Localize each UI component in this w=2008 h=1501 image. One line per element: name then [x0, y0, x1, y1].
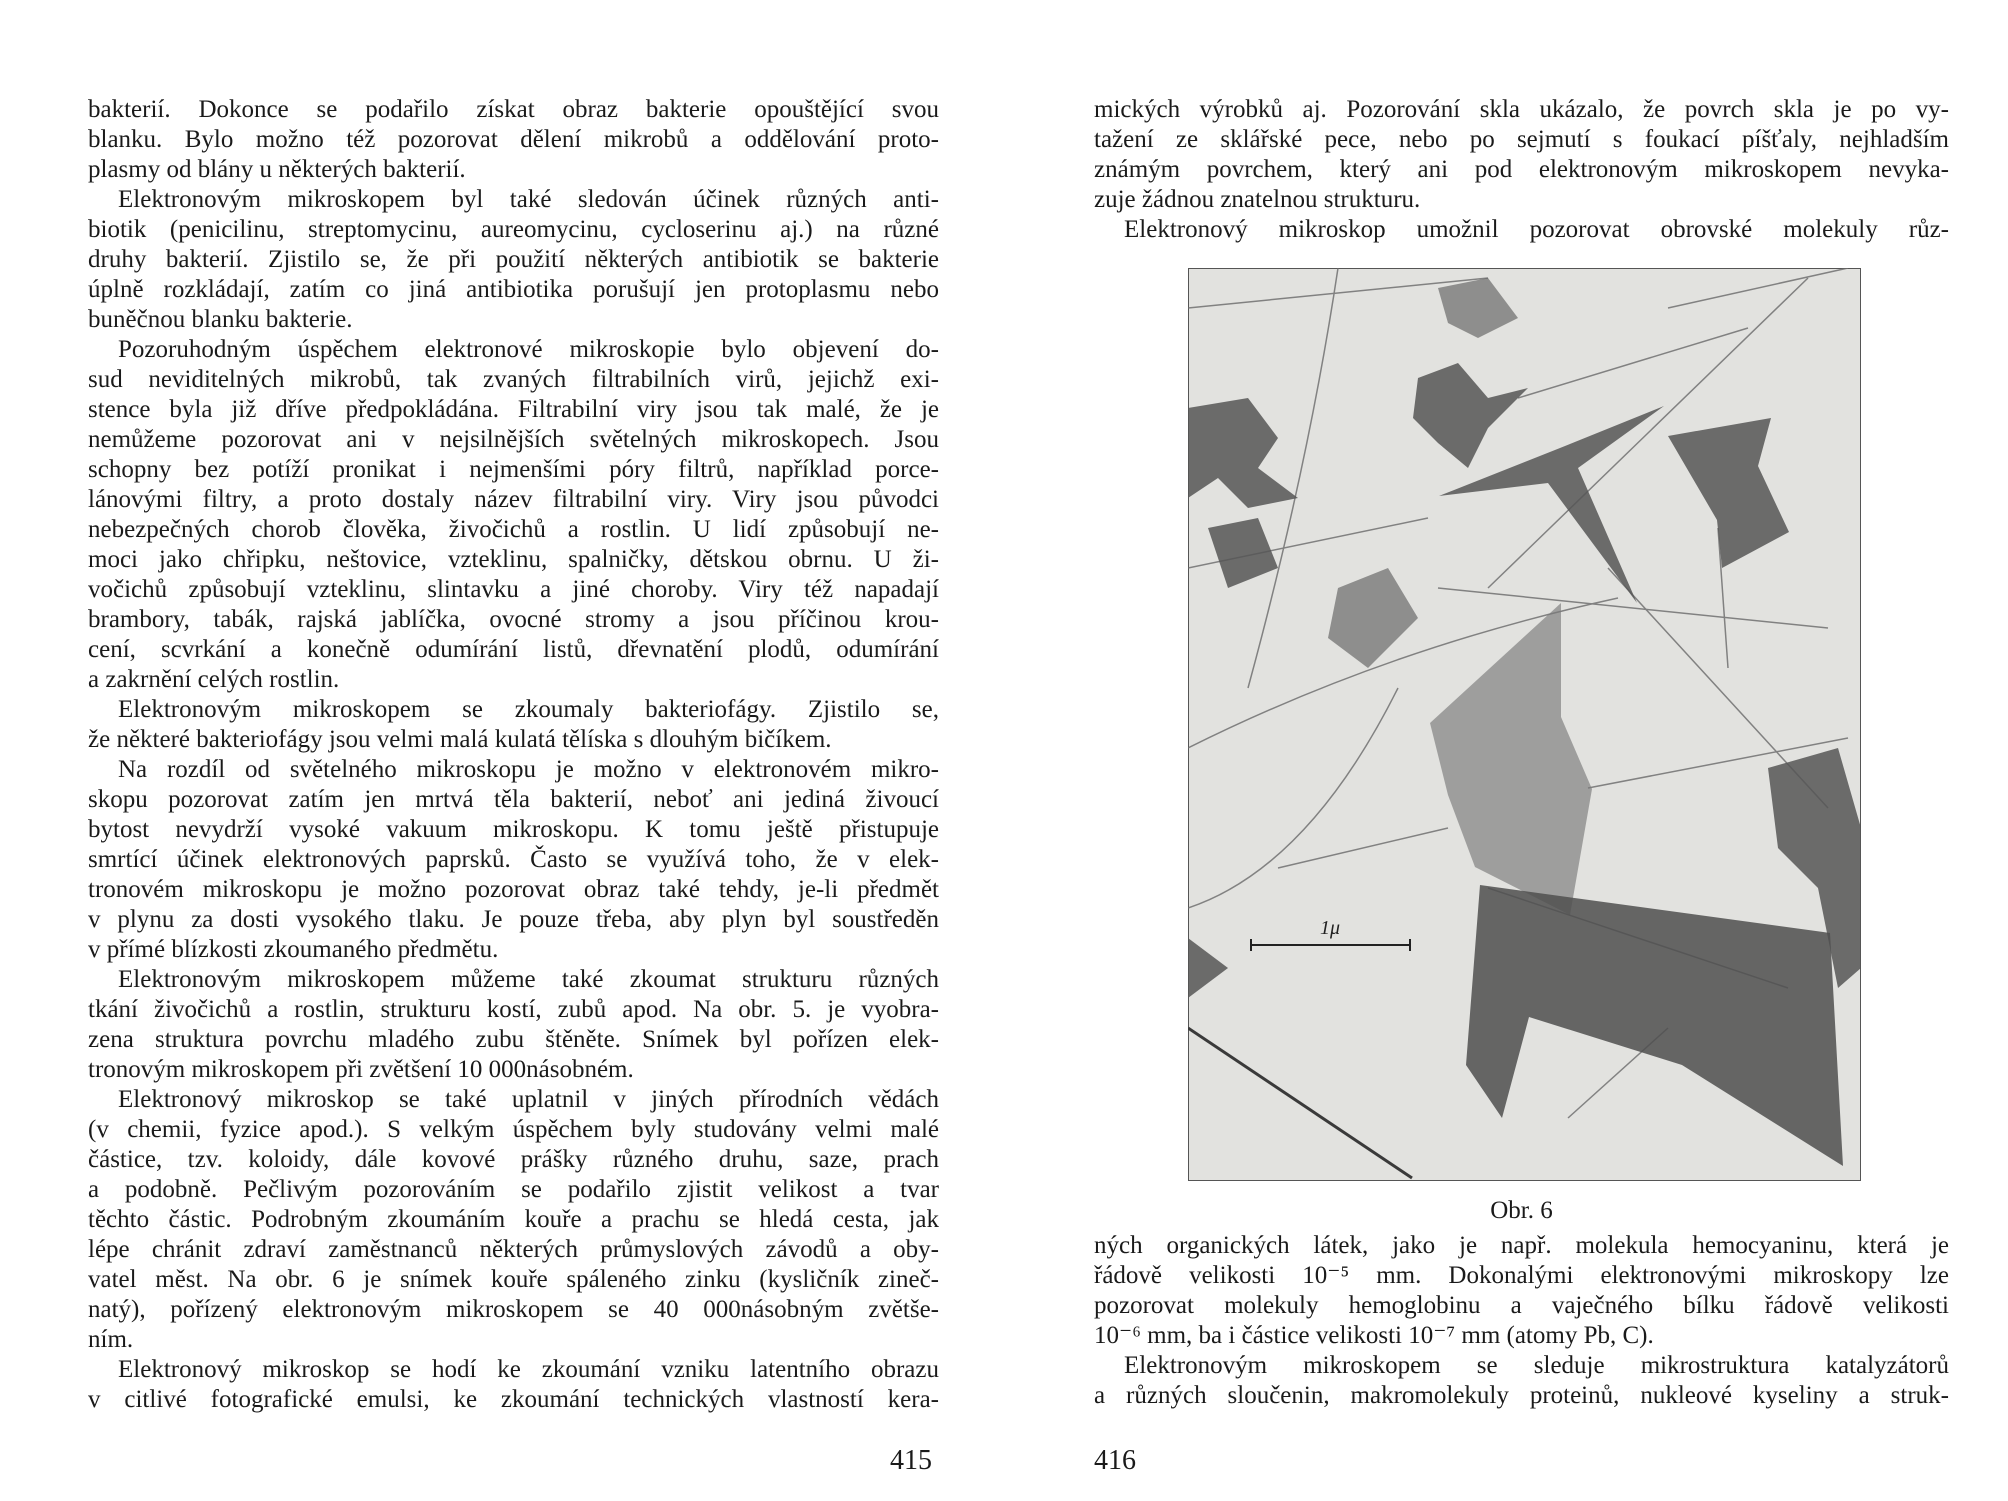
text-line: v citlivé fotografické emulsi, ke zkoumání technických vlastností kera- [88, 1386, 939, 1413]
text-line: tkání živočichů a rostlin, strukturu kostí, zubů apod. Na obr. 5. je vyobra- [88, 996, 939, 1023]
text-line: tronovým mikroskopem při zvětšení 10 000násobném. [88, 1056, 634, 1083]
text-line: Elektronovým mikroskopem můžeme také zkoumat strukturu různých [118, 966, 939, 993]
page-number-left: 415 [890, 1445, 932, 1476]
text-line: brambory, tabák, rajská jablíčka, ovocné stromy a jsou příčinou krou- [88, 606, 939, 633]
zinc-oxide-smoke-image [1188, 268, 1861, 1181]
text-line: 10⁻⁶ mm, ba i částice velikosti 10⁻⁷ mm (atomy Pb, C). [1094, 1322, 1654, 1349]
text-line: ných organických látek, jako je např. molekula hemocyaninu, která je [1094, 1232, 1949, 1259]
text-line: Elektronový mikroskop umožnil pozorovat obrovské molekuly růz- [1124, 216, 1949, 243]
text-line: těchto částic. Podrobným zkoumáním kouře a prachu se hledá cesta, jak [88, 1206, 939, 1233]
text-line: Pozoruhodným úspěchem elektronové mikroskopie bylo objevení do- [118, 336, 939, 363]
text-line: v plynu za dosti vysokého tlaku. Je pouze třeba, aby plyn byl soustředěn [88, 906, 939, 933]
text-line: Elektronovým mikroskopem se sleduje mikrostruktura katalyzátorů [1124, 1352, 1949, 1379]
text-line: v přímé blízkosti zkoumaného předmětu. [88, 936, 499, 963]
text-line: cení, scvrkání a konečně odumírání listů, dřevnatění plodů, odumírání [88, 636, 939, 663]
text-line: smrtící účinek elektronových paprsků. Často se využívá toho, že v elek- [88, 846, 939, 873]
text-line: stence byla již dříve předpokládána. Filtrabilní viry jsou tak malé, že je [88, 396, 939, 423]
text-line: zena struktura povrchu mladého zubu štěněte. Snímek byl pořízen elek- [88, 1026, 939, 1053]
text-line: a zakrnění celých rostlin. [88, 666, 340, 693]
text-line: Elektronový mikroskop se hodí ke zkoumání vzniku latentního obrazu [118, 1356, 939, 1383]
text-line: skopu pozorovat zatím jen mrtvá těla bakterií, neboť ani jediná živoucí [88, 786, 939, 813]
text-line: ním. [88, 1326, 134, 1353]
text-line: tronovém mikroskopu je možno pozorovat obraz také tehdy, je-li předmět [88, 876, 939, 903]
right-page-text-bottom [1094, 1231, 1949, 1411]
text-line: částice, tzv. koloidy, dále kovové prášky různého druhu, saze, prach [88, 1146, 939, 1173]
text-line: sud neviditelných mikrobů, tak zvaných filtrabilních virů, jejichž exi- [88, 366, 939, 393]
right-page-text-top [1094, 95, 1949, 245]
text-line: a různých sloučenin, makromolekuly proteinů, nukleové kyseliny a struk- [1094, 1382, 1949, 1409]
text-line: úplně rozkládají, zatím co jiná antibiotika porušují jen protoplasmu nebo [88, 276, 939, 303]
text-line: blanku. Bylo možno též pozorovat dělení mikrobů a oddělování proto- [88, 126, 939, 153]
text-line: tažení ze sklářské pece, nebo po sejmutí s foukací píšťaly, nejhladším [1094, 126, 1949, 153]
scale-bar-label: 1μ [1320, 917, 1341, 939]
text-line: lánovými filtry, a proto dostaly název filtrabilní viry. Viry jsou původci [88, 486, 939, 513]
text-line: nemůžeme pozorovat ani v nejsilnějších světelných mikroskopech. Jsou [88, 426, 939, 453]
text-line: řádově velikosti 10⁻⁵ mm. Dokonalými elektronovými mikroskopy lze [1094, 1262, 1949, 1289]
text-line: že některé bakteriofágy jsou velmi malá kulatá tělíska s dlouhým bičíkem. [88, 726, 832, 753]
text-line: Na rozdíl od světelného mikroskopu je možno v elektronovém mikro- [118, 756, 939, 783]
electron-micrograph-figure [1188, 268, 1861, 1181]
text-line: Elektronovým mikroskopem se zkoumaly bakteriofágy. Zjistilo se, [118, 696, 939, 723]
text-line: druhy bakterií. Zjistilo se, že při použití některých antibiotik se bakterie [88, 246, 939, 273]
text-line: nebezpečných chorob člověka, živočichů a rostlin. U lidí způsobují ne- [88, 516, 939, 543]
text-line: lépe chránit zdraví zaměstnanců některých průmyslových závodů a oby- [88, 1236, 939, 1263]
text-line: a podobně. Pečlivým pozorováním se podařilo zjistit velikost a tvar [88, 1176, 939, 1203]
text-line: pozorovat molekuly hemoglobinu a vaječného bílku řádově velikosti [1094, 1292, 1949, 1319]
left-page-text [88, 95, 939, 1415]
text-line: plasmy od blány u některých bakterií. [88, 156, 466, 183]
text-line: schopny bez potíží pronikat i nejmenšími póry filtrů, například porce- [88, 456, 939, 483]
text-line: vatel měst. Na obr. 6 je snímek kouře spáleného zinku (kysličník zineč- [88, 1266, 939, 1293]
text-line: (v chemii, fyzice apod.). S velkým úspěchem byly studovány velmi malé [88, 1116, 939, 1143]
text-line: vočichů způsobují vzteklinu, slintavku a jiné choroby. Viry též napadají [88, 576, 939, 603]
text-line: natý), pořízený elektronovým mikroskopem se 40 000násobným zvětše- [88, 1296, 939, 1323]
page-number-right: 416 [1094, 1445, 1136, 1476]
text-line: biotik (penicilinu, streptomycinu, aureomycinu, cycloserinu aj.) na různé [88, 216, 939, 243]
figure-caption: Obr. 6 [1490, 1197, 1553, 1224]
text-line: mických výrobků aj. Pozorování skla ukázalo, že povrch skla je po vy- [1094, 96, 1949, 123]
text-line: známým povrchem, který ani pod elektronovým mikroskopem nevyka- [1094, 156, 1949, 183]
text-line: Elektronový mikroskop se také uplatnil v jiných přírodních vědách [118, 1086, 939, 1113]
text-line: moci jako chřipku, neštovice, vzteklinu, spalničky, dětskou obrnu. U ži- [88, 546, 939, 573]
text-line: bakterií. Dokonce se podařilo získat obraz bakterie opouštějící svou [88, 96, 939, 123]
text-line: buněčnou blanku bakterie. [88, 306, 353, 333]
text-line: bytost nevydrží vysoké vakuum mikroskopu. K tomu ještě přistupuje [88, 816, 939, 843]
text-line: Elektronovým mikroskopem byl také sledován účinek různých anti- [118, 186, 939, 213]
text-line: zuje žádnou znatelnou strukturu. [1094, 186, 1421, 213]
